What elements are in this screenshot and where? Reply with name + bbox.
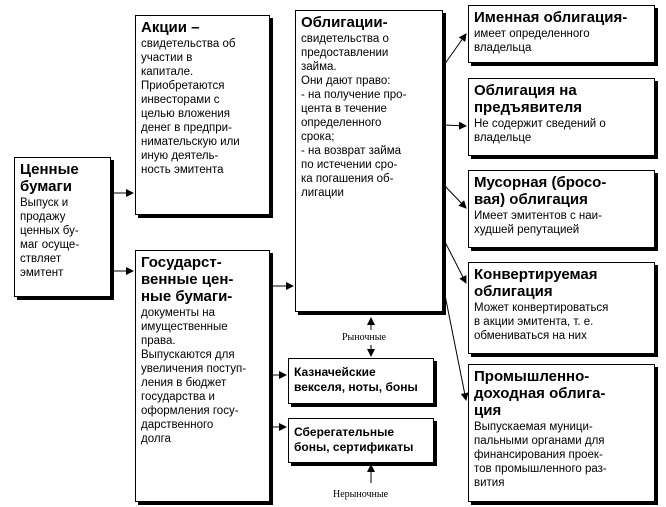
stocks-desc: свидетельства об участии в капитале. Приобретаются инвесторами с целью вложения денег в предпри- нимательскую или иную деятель- ность эмитента [141, 38, 240, 176]
bond-type-title: Конвертируемая облигация [474, 266, 598, 300]
bond-type-desc: Имеет эмитентов с наи- худшей репутацией [474, 210, 602, 236]
market-label: Рыночные [342, 332, 386, 343]
treasury-title: Казначейские векселя, ноты, боны [294, 365, 418, 394]
bond-type-bearer [468, 78, 655, 156]
bond-type-desc: имеет определенного владельца [474, 28, 590, 54]
bond-type-desc: Не содержит сведений о владельце [474, 118, 606, 144]
arrow-bonds-to-type-5 [444, 290, 466, 400]
securities-title: Ценные бумаги [20, 161, 79, 195]
arrow-bonds-to-type-3 [444, 185, 466, 208]
arrow-bonds-to-type-1 [444, 34, 466, 65]
bond-type-title: Облигация на предъявителя [474, 82, 582, 116]
savings-title: Сберегательные боны, сертификаты [294, 425, 414, 454]
bond-type-desc: Может конвертироваться в акции эмитента, т. е. обмениваться на них [474, 302, 609, 342]
arrow-bonds-to-type-4 [444, 240, 466, 283]
nonmarket-label: Нерыночные [333, 489, 389, 500]
gov-securities-desc: документы на имущественные права. Выпускаются для увеличения поступ- ления в бюджет государства и оформления госу- дарственного долга [141, 307, 247, 445]
bonds-box [295, 10, 443, 312]
gov-securities-box [135, 250, 270, 502]
bond-type-registered [468, 5, 655, 63]
bond-type-title: Именная облигация- [474, 9, 628, 26]
bond-type-convertible [468, 262, 655, 354]
bond-type-desc: Выпускаемая муници- пальными органами для финансирования проек- тов промышленного раз- вития [474, 421, 607, 489]
bond-type-title: Промышленно- доходная облига- ция [474, 368, 606, 419]
bonds-desc: свидетельства о предоставлении займа. Они дают право: - на получение про- цента в течение определенного срока; - на возврат займа по истечении сро- ка погашения об- лигации [301, 33, 407, 199]
gov-securities-title: Государст- венные цен- ные бумаги- [141, 254, 234, 305]
treasury-box [288, 358, 434, 404]
stocks-box [135, 15, 270, 215]
bond-type-industrial-revenue [468, 364, 655, 502]
arrow-bonds-to-type-2 [444, 125, 466, 126]
stocks-title: Акции – [141, 19, 200, 36]
securities-desc: Выпуск и продажу ценных бу- маг осуще- ствляет эмитент [20, 197, 80, 279]
savings-box [288, 418, 434, 463]
securities-box [14, 157, 111, 297]
bonds-title: Облигации- [301, 14, 388, 31]
bond-type-title: Мусорная (бросо- вая) облигация [474, 174, 607, 208]
bond-type-junk [468, 170, 655, 248]
